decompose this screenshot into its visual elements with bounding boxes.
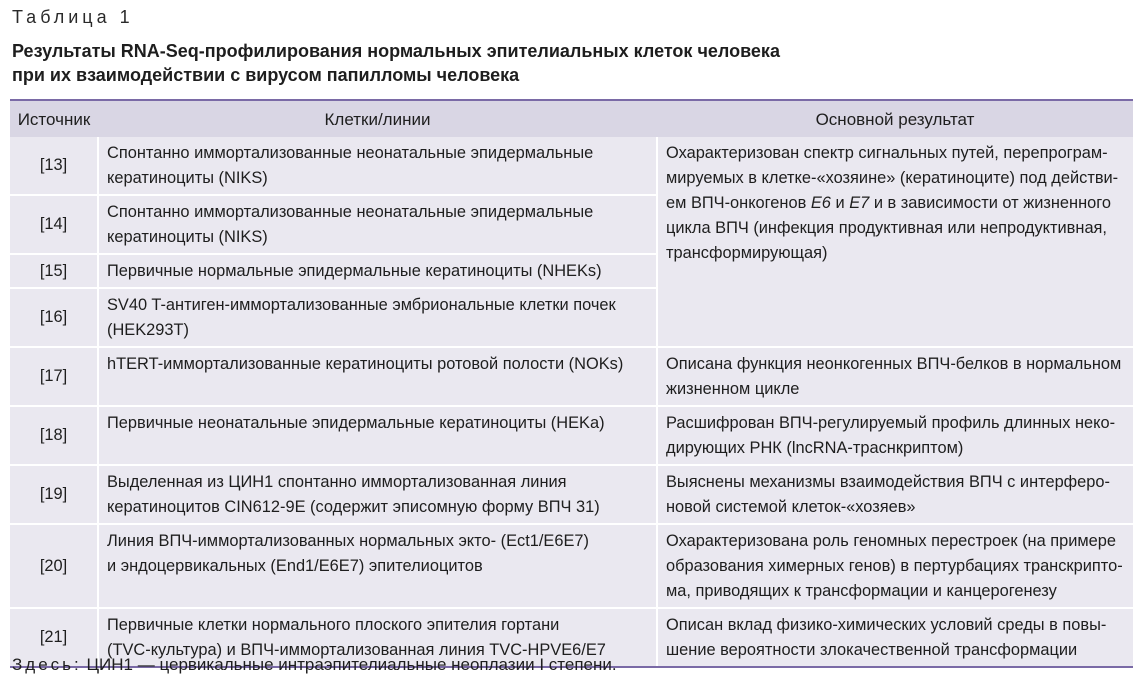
footnote-label: Здесь: [12, 655, 82, 674]
table-row [10, 137, 1133, 195]
cells-cell: hTERT-иммортализованные кератиноциты ротовой полости (NOKs) [98, 347, 657, 406]
source-cell: [15] [10, 254, 98, 288]
header-cells: Клетки/линии [98, 100, 657, 137]
footnote [12, 655, 617, 675]
cells-cell [98, 465, 657, 524]
header-source: Источник [10, 100, 98, 137]
cells-cell: Первичные нормальные эпидермальные кератиноциты (NHEKs) [98, 254, 657, 288]
result-cell: Описан вклад физико-химических условий среды в повы-шение вероятности злокачественной трансформации [657, 608, 1133, 667]
source-cell: [13] [10, 137, 98, 195]
result-cell: Описана функция неонкогенных ВПЧ-белков в нормальном жизненном цикле [657, 347, 1133, 406]
cells-line-2: и эндоцервикальных (End1/E6E7) эпителиоцитов [107, 557, 483, 575]
result-cell-merged [657, 137, 1133, 347]
source-cell: [17] [10, 347, 98, 406]
source-cell: [16] [10, 288, 98, 347]
results-table-container [10, 99, 1133, 668]
cells-line-1: Линия ВПЧ-иммортализованных нормальных экто- (Ect1/E6E7) [107, 532, 589, 550]
cells-line-2: (TVC-культура) и ВПЧ-иммортализованная линия TVC-HPVE6/E7 [107, 641, 606, 659]
merged-result-part1: Охарактеризован спектр сигнальных путей, перепрограм-мируемых в клетке-«хозяине» (кератиноците) под действи-ем ВПЧ-онкогенов [666, 144, 1119, 212]
cells-cell [98, 524, 657, 608]
table-title [12, 39, 780, 87]
result-cell: Расшифрован ВПЧ-регулируемый профиль длинных неко-дирующих РНК (lncRNA-траснкриптом) [657, 406, 1133, 465]
table-row [10, 406, 1133, 465]
table-row [10, 465, 1133, 524]
table-row [10, 524, 1133, 608]
cells-line-1: Первичные клетки нормального плоского эпителия гортани [107, 616, 560, 634]
table-title-line-2: при их взаимодействии с вирусом папилломы человека [12, 65, 520, 85]
source-cell: [21] [10, 608, 98, 667]
cells-cell: Спонтанно иммортализованные неонатальные эпидермальные кератиноциты (NIKS) [98, 195, 657, 254]
table-label: Таблица 1 [12, 7, 134, 27]
cells-line-1: Выделенная из ЦИН1 спонтанно иммортализованная линия [107, 473, 567, 491]
footnote-text: ЦИН1 — цервикальные интраэпителиальные неоплазии I степени. [86, 655, 617, 674]
cells-cell: Первичные неонатальные эпидермальные кератиноциты (HEKa) [98, 406, 657, 465]
source-cell: [19] [10, 465, 98, 524]
table-row [10, 347, 1133, 406]
merged-result-part2: и в зависимости от жизненного цикла ВПЧ (инфекция продуктивная или непродуктивная, трансформирующая) [666, 194, 1111, 262]
result-cell: Выяснены механизмы взаимодействия ВПЧ с интерферо-новой системой клеток-«хозяев» [657, 465, 1133, 524]
merged-result-conj: и [835, 194, 845, 212]
cells-line-2: кератиноцитов CIN612-9E (содержит эписомную форму ВПЧ 31) [107, 498, 600, 516]
cells-cell: SV40 T-антиген-иммортализованные эмбриональные клетки почек (HEK293T) [98, 288, 657, 347]
result-cell: Охарактеризована роль геномных перестроек (на примере образования химерных генов) в пертурбациях транскрипто-ма, приводящих к трансформации и канцерогенезу [657, 524, 1133, 608]
source-cell: [14] [10, 195, 98, 254]
source-cell: [18] [10, 406, 98, 465]
gene-e7: E7 [849, 194, 870, 212]
table-title-line-1: Результаты RNA-Seq-профилирования нормальных эпителиальных клеток человека [12, 41, 780, 61]
source-cell: [20] [10, 524, 98, 608]
results-table [10, 99, 1133, 668]
cells-cell: Спонтанно иммортализованные неонатальные эпидермальные кератиноциты (NIKS) [98, 137, 657, 195]
gene-e6: E6 [810, 194, 831, 212]
header-result: Основной результат [657, 100, 1133, 137]
table-header-row [10, 100, 1133, 137]
